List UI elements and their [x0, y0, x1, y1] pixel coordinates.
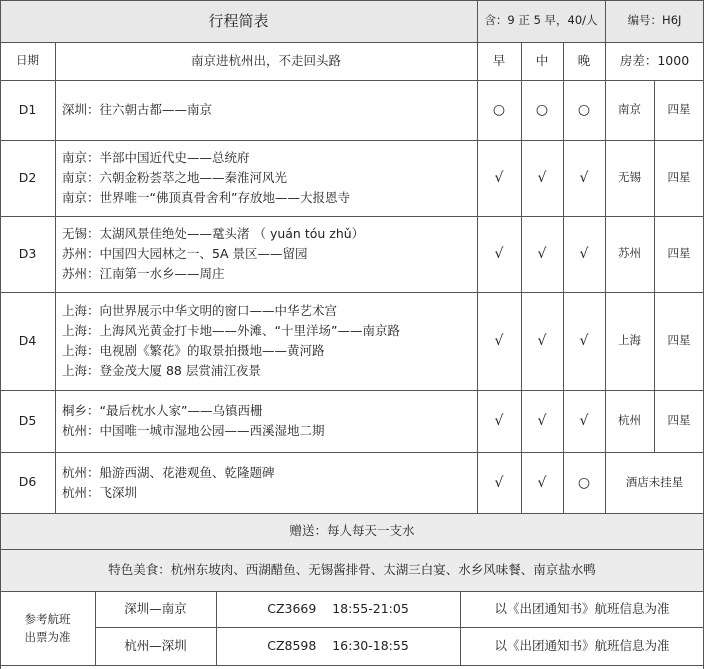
gift-note: 赠送：每人每天一支水: [289, 522, 415, 538]
day-label: D4: [18, 332, 37, 348]
itinerary-cell: [55, 140, 477, 216]
flight-number: CZ3669 18:55-21:05: [267, 600, 409, 616]
itinerary-line: 杭州：飞深圳: [62, 484, 138, 500]
flight-route: 杭州—深圳: [124, 637, 187, 653]
lunch-mark: √: [537, 413, 547, 429]
itinerary-line: 上海：电视剧《繁花》的取景拍摄地——黄河路: [62, 343, 325, 358]
itinerary-line: 杭州：船游西湖、花港观鱼、乾隆题碑: [62, 464, 275, 480]
col-lunch: 中: [535, 52, 549, 68]
itinerary-line: 南京：半部中国近代史——总统府: [62, 150, 250, 165]
flight-label-line: 参考航班: [24, 612, 71, 626]
col-date: 日期: [16, 53, 39, 68]
itinerary-line: 上海：向世界展示中华文明的窗口——中华艺术宫: [62, 303, 338, 318]
lunch-mark: √: [537, 246, 547, 262]
lunch-mark: √: [537, 333, 547, 349]
itinerary-line: 桐乡：“最后枕水人家”——乌镇西栅: [62, 403, 263, 418]
food-note: 特色美食：杭州东坡肉、西湖醋鱼、无锡酱排骨、太湖三白宴、水乡风味餐、南京盐水鸭: [108, 561, 596, 577]
itinerary-line: 苏州：中国四大园林之一、5A 景区——留园: [62, 246, 308, 261]
page-title: 行程简表: [208, 11, 269, 30]
itinerary-line: 南京：六朝金粉荟萃之地——秦淮河风光: [62, 170, 288, 185]
day-label: D1: [18, 101, 37, 117]
hotel-city: 苏州: [618, 246, 641, 261]
itinerary-line: 上海：登金茂大厦 88 层赏浦江夜景: [62, 363, 261, 378]
hotel-star: 四星: [667, 102, 691, 117]
itinerary-line: 苏州：江南第一水乡——周庄: [62, 266, 225, 281]
flight-note: 以《出团通知书》航班信息为准: [494, 637, 670, 653]
breakfast-mark: √: [494, 413, 504, 429]
hotel-city: 上海: [618, 333, 641, 348]
flight-note: 以《出团通知书》航班信息为准: [494, 600, 670, 616]
day-label: D5: [18, 412, 37, 428]
hotel-city: 杭州: [618, 413, 641, 428]
itinerary-cell: [55, 80, 477, 140]
itinerary-line: 上海：上海风光黄金打卡地——外滩、“十里洋场”——南京路: [62, 323, 400, 338]
dinner-mark: √: [579, 333, 589, 349]
itinerary-line: 杭州：中国唯一城市湿地公园——西溪湿地二期: [62, 423, 325, 438]
flight-number: CZ8598 16:30-18:55: [267, 637, 409, 653]
meals-info: 含：9 正 5 早，40/人: [484, 13, 598, 28]
breakfast-mark: √: [494, 333, 504, 349]
hotel-city: 南京: [618, 102, 641, 117]
day-label: D2: [18, 169, 37, 185]
dinner-mark: ○: [577, 102, 591, 118]
itinerary-cell: [55, 292, 477, 390]
itinerary-line: 深圳：往六朝古都——南京: [62, 102, 213, 117]
lunch-mark: ○: [535, 102, 549, 118]
flight-label: [0, 591, 95, 665]
breakfast-mark: √: [494, 246, 504, 262]
col-dinner: 晚: [577, 52, 591, 68]
itinerary-cell: [55, 216, 477, 292]
dinner-mark: √: [579, 246, 589, 262]
hotel-star: 四星: [667, 246, 691, 261]
lunch-mark: √: [537, 170, 547, 186]
hotel-star: 四星: [667, 333, 691, 348]
flight-label-line: 出票为准: [24, 630, 71, 644]
dinner-mark: √: [579, 413, 589, 429]
dinner-mark: ○: [577, 474, 591, 491]
col-price-diff: 房差：1000: [619, 52, 690, 68]
col-breakfast: 早: [492, 52, 506, 68]
hotel-star: 四星: [667, 413, 691, 428]
breakfast-mark: ○: [492, 102, 506, 118]
itinerary-cell: [55, 390, 477, 452]
itinerary-cell: [55, 452, 477, 513]
itinerary-line: 南京：世界唯一“佛顶真骨舍利”存放地——大报恩寺: [62, 190, 350, 205]
breakfast-mark: √: [494, 170, 504, 186]
itinerary-line: 无锡：太湖风景佳绝处——鼋头渚 （ yuán tóu zhǔ）: [62, 226, 365, 241]
day-label: D6: [18, 474, 37, 490]
day-label: D3: [18, 245, 37, 261]
col-route: 南京进杭州出，不走回头路: [190, 52, 341, 68]
hotel-note: 酒店未挂星: [625, 474, 684, 489]
hotel-star: 四星: [667, 170, 691, 185]
lunch-mark: √: [537, 474, 547, 491]
flight-route: 深圳—南京: [124, 600, 187, 616]
tour-code: 编号：H6J: [627, 13, 682, 28]
breakfast-mark: √: [494, 474, 504, 491]
hotel-city: 无锡: [618, 170, 641, 185]
dinner-mark: √: [579, 170, 589, 186]
